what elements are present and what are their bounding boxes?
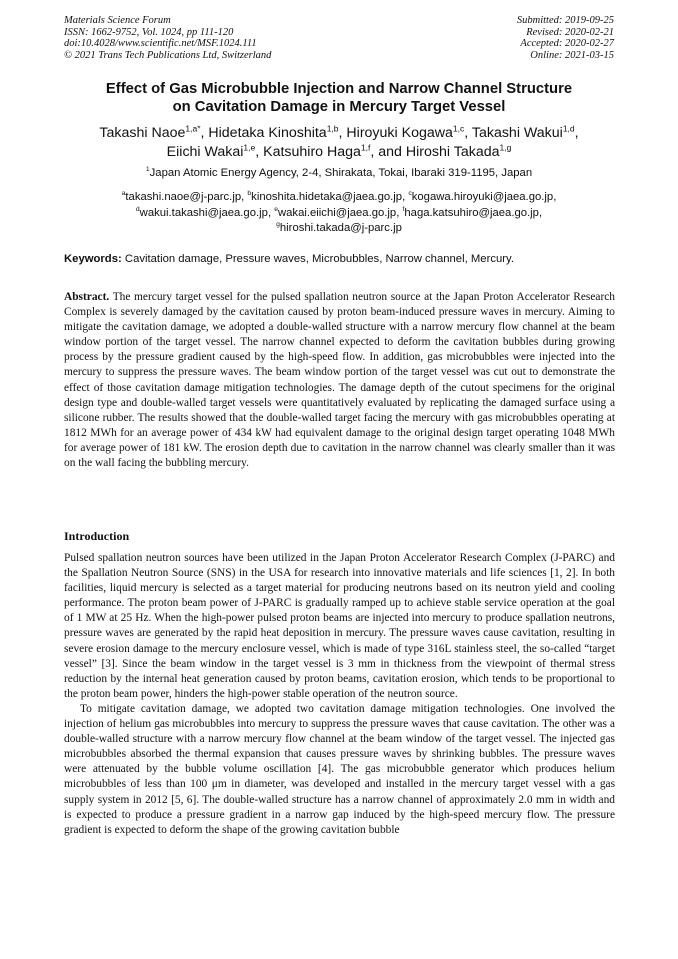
journal-issn: ISSN: 1662-9752, Vol. 1024, pp 111-120 bbox=[64, 26, 234, 38]
journal-info bbox=[64, 15, 271, 61]
introduction-heading: Introduction bbox=[64, 529, 130, 543]
affiliation-sup: 1 bbox=[145, 166, 150, 174]
author-sup: 1,e bbox=[243, 142, 256, 153]
affiliation-text: Japan Atomic Energy Agency, 2-4, Shirakata, Tokai, Ibaraki 319-1195, Japan bbox=[149, 167, 533, 179]
email-address: hiroshi.takada@j-parc.jp bbox=[279, 222, 402, 234]
email-address: kogawa.hiroyuki@jaea.go.jp bbox=[411, 191, 554, 203]
author-sup: 1,f bbox=[360, 142, 371, 153]
introduction-body bbox=[64, 551, 615, 838]
publication-dates bbox=[517, 15, 614, 61]
date-accepted: Accepted: 2020-02-27 bbox=[520, 38, 614, 49]
author-sup: 1,d bbox=[562, 123, 575, 134]
author-name: Takashi Wakui bbox=[471, 125, 563, 141]
journal-name: Materials Science Forum bbox=[64, 15, 171, 26]
author-name: Hiroshi Takada bbox=[405, 144, 500, 160]
email-address: wakui.takashi@jaea.go.jp bbox=[139, 206, 268, 219]
email-sup: d bbox=[135, 205, 140, 213]
author-name: Hidetaka Kinoshita bbox=[208, 125, 327, 141]
journal-copyright: © 2021 Trans Tech Publications Ltd, Switzerland bbox=[64, 49, 272, 61]
email-address: haga.katsuhiro@jaea.go.jp bbox=[404, 206, 539, 219]
author-sup: 1,a* bbox=[185, 123, 201, 134]
introduction-paragraph-1: Pulsed spallation neutron sources have been utilized in the Japan Proton Accelerator Research Complex (J-PARC) and the Spallation Neutron Source (SNS) in the USA for research into innovative materials and life sciences [1, 2]. In both facilities, liquid mercury is selected as a target material for producing neutrons based on its neutron yield and cooling performance. The proton beam power of J-PARC is gradually ramped up to achieve stable service operation at the goal of 1 MW at 25 Hz. When the high-power pulsed proton beams are injected into mercury to produce spallation neutrons, pressure waves are generated by the rapid heat deposition in mercury. The pressure waves cause cavitation, resulting in severe erosion damage to the mercury enclosure vessel, which is made of type 316L stainless steel, the so-called “target vessel” [3]. Since the beam window in the target vessel is 3 mm in thickness from the viewpoint of thermal stress reduction by the internal heat generation caused by proton beams, cavitation erosion, which tends to be proportional to the proton beam power, hinders the high-power stable operation of the neutron source. bbox=[64, 552, 615, 700]
email-sup: f bbox=[402, 205, 405, 213]
authors-and: and bbox=[378, 144, 402, 160]
author-sup: 1,b bbox=[326, 123, 339, 134]
email-sup: b bbox=[247, 190, 252, 198]
keywords-text: Cavitation damage, Pressure waves, Microbubbles, Narrow channel, Mercury. bbox=[124, 253, 514, 265]
author-list: Takashi Naoe$^{1,a*}$, Hidetaka Kinoshita$^{1,b}$, Hiroyuki Kogawa$^{1,c}$, Takashi Wakui$^{1,d}$, Eiichi Wakai$^{1,e}$, Katsuhiro Haga$^{1,f}$, and Hiroshi Takada$^{1,g}$ bbox=[99, 123, 579, 160]
date-revised: Revised: 2020-02-21 bbox=[526, 26, 614, 38]
introduction-paragraph-2: To mitigate cavitation damage, we adopted two cavitation damage mitigation technologies. One involved the injection of helium gas microbubbles into mercury to suppress the pressure waves that cause cavitation. The other was a double-walled structure with a narrow mercury flow channel at the beam window of the target vessel. The injected gas microbubbles absorbed the thermal expansion that causes pressure waves by shrinking bubbles. The pressure waves were attenuated by the bubble volume oscillation [4]. The gas microbubble generator which produces helium microbubbles of less than 100 μm in diameter, was developed and installed in the mercury target vessel with a gas supply system in 2012 [5, 6]. The double-walled structure has a narrow channel of approximately 2.0 mm in width and is expected to produce a pressure gradient in a narrow gap induced by the high-speed mercury flow. The pressure gradient is expected to deform the shape of the growing cavitation bubble bbox=[64, 702, 615, 836]
abstract-text: The mercury target vessel for the pulsed spallation neutron source at the Japan Proton Accelerator Research Complex is severely damaged by the cavitation caused by proton beam-induced pressure waves in mercury. Aiming to mitigate the cavitation damage, we adopted a double-walled structure with a narrow mercury flow channel at the beam window portion of the target vessel. The narrow channel expected to deform the cavitation bubbles during growing process by the pressure gradient caused by the high-speed flow. In addition, gas microbubbles were injected into the mercury to suppress the pressure waves. The beam window portion of the target vessel was cut out to demonstrate the effect of those cavitation damage mitigation technologies. The damage depth of the cutout specimens for the original design type and double-walled target vessels were quantitatively evaluated by replicating the damaged surface using a silicone rubber. The results showed that the double-walled target facing the mercury with gas microbubbles operating at 1812 MWh for an average power of 434 kW had equivalent damage to the original design target operating 1048 MWh for average power of 181 kW. The erosion depth due to cavitation in the narrow channel was clearly smaller than it was on the wall facing the bubbling mercury. bbox=[64, 291, 615, 470]
author-sup: 1,g bbox=[499, 142, 512, 153]
keywords-label: Keywords: bbox=[64, 253, 122, 265]
email-sup: g bbox=[276, 221, 280, 229]
email-sup: a bbox=[121, 190, 126, 198]
email-address: takashi.naoe@j-parc.jp bbox=[125, 191, 242, 203]
date-submitted: Submitted: 2019-09-25 bbox=[516, 15, 614, 26]
author-sup: 1,c bbox=[452, 123, 465, 134]
journal-doi: doi:10.4028/www.scientific.net/MSF.1024.111 bbox=[64, 38, 257, 49]
date-online: Online: 2021-03-15 bbox=[530, 49, 614, 61]
email-sup: e bbox=[274, 205, 278, 213]
paper-title bbox=[40, 80, 638, 116]
affiliation bbox=[40, 166, 638, 180]
author-name: Takashi Naoe bbox=[99, 125, 186, 141]
email-address: wakai.eiichi@jaea.go.jp bbox=[277, 206, 397, 219]
author-name: Eiichi Wakai bbox=[166, 144, 244, 160]
author-name: Katsuhiro Haga bbox=[263, 144, 361, 160]
abstract-label: Abstract. bbox=[64, 291, 110, 303]
author-emails: $^a$takashi.naoe@j-parc.jp, $^b$kinoshita.hidetaka@jaea.go.jp, $^c$kogawa.hiroyuki@jaea.go.jp, $^d$wakui.takashi@jaea.go.jp, $^e$wakai.eiichi@jaea.go.jp, $^f$haga.katsuhiro@jaea.go.jp, $^g$hiroshi.takada@j-parc.jp bbox=[121, 190, 557, 234]
title-line-2: on Cavitation Damage in Mercury Target Vessel bbox=[172, 99, 506, 115]
author-name: Hiroyuki Kogawa bbox=[346, 125, 453, 141]
title-line-1: Effect of Gas Microbubble Injection and Narrow Channel Structure bbox=[105, 81, 573, 97]
email-sup: c bbox=[408, 190, 412, 198]
email-address: kinoshita.hidetaka@jaea.go.jp bbox=[251, 191, 403, 203]
keywords bbox=[64, 252, 616, 266]
abstract bbox=[64, 290, 615, 471]
